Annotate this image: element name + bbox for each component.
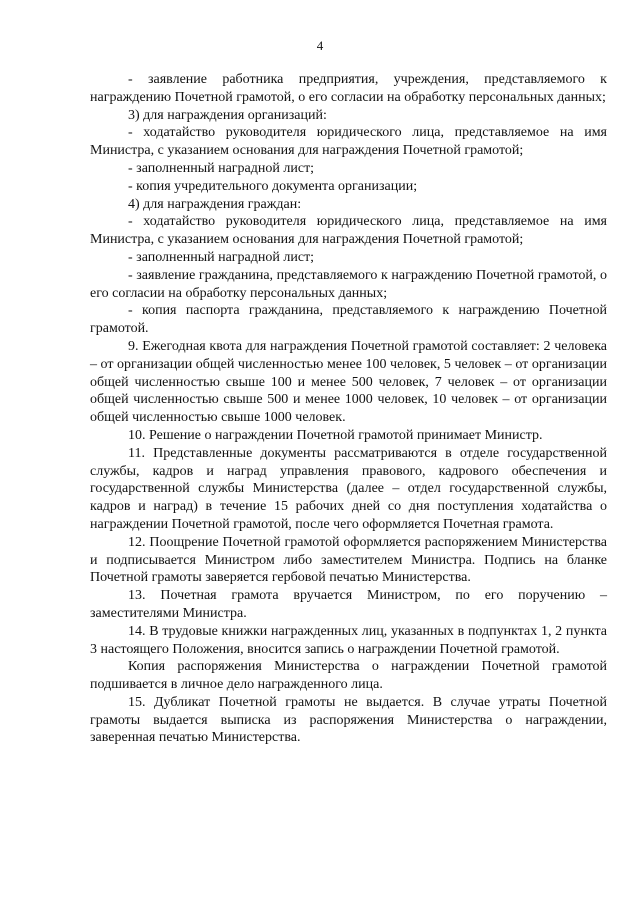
paragraph: - заполненный наградной лист; — [128, 249, 315, 265]
paragraph: Копия распоряжения Министерства о награждении Почетной грамотой подшивается в личное дело награжденного лица. — [90, 659, 607, 693]
paragraph: - заявление работника предприятия, учреждения, представляемого к награждению Почетной грамотой, о его согласии на обработку персональных данных; — [90, 72, 607, 105]
paragraph: 9. Ежегодная квота для награждения Почетной грамотой составляет: 2 человека – от организации общей численностью менее 100 человек, 5 человек – от организации общей численностью свыше 100 и менее 500 человек, 7 человек – от организации общей численностью свыше 500 и менее 1000 человек, 10 человек – от организации общей численностью свыше 1000 человек. — [90, 338, 607, 426]
paragraph: 4) для награждения граждан: — [128, 196, 302, 212]
paragraph: 3) для награждения организаций: — [128, 107, 327, 123]
paragraph: - ходатайство руководителя юридического лица, представляемое на имя Министра, с указанием основания для награждения Почетной грамотой; — [90, 125, 607, 159]
page-number: 4 — [316, 38, 324, 53]
paragraph: - ходатайство руководителя юридического лица, представляемое на имя Министра, с указанием основания для награждения Почетной грамотой; — [90, 214, 607, 248]
paragraph: 11. Представленные документы рассматриваются в отделе государственной службы, кадров и наград управления правового, кадрового обеспечения и государственной службы Министерства (далее – отдел государственной службы, кадров и наград) в течение 15 рабочих дней со дня поступления ходатайства о награждении Почетной грамотой, после чего оформляется Почетная грамота. — [90, 445, 607, 532]
paragraph: - копия паспорта гражданина, представляемого к награждению Почетной грамотой. — [90, 303, 607, 337]
paragraph: 12. Поощрение Почетной грамотой оформляется распоряжением Министерства и подписывается Министром либо заместителем Министра. Подпись на бланке Почетной грамоты заверяется гербовой печатью Министерства. — [90, 534, 607, 586]
paragraph: - заявление гражданина, представляемого к награждению Почетной грамотой, о его согласии на обработку персональных данных; — [90, 267, 607, 301]
paragraph: 10. Решение о награждении Почетной грамотой принимает Министр. — [128, 427, 543, 443]
paragraph: 15. Дубликат Почетной грамоты не выдается. В случае утраты Почетной грамоты выдается выписка из распоряжения Министерства о награждении, заверенная печатью Министерства. — [90, 694, 607, 746]
document-body — [90, 71, 607, 747]
paragraph: 13. Почетная грамота вручается Министром, по его поручению – заместителями Министра. — [90, 588, 607, 621]
paragraph: - копия учредительного документа организации; — [128, 178, 418, 194]
paragraph: - заполненный наградной лист; — [128, 160, 315, 176]
paragraph: 14. В трудовые книжки награжденных лиц, указанных в подпунктах 1, 2 пункта 3 настоящего Положения, вносится запись о награждении Почетной грамотой. — [90, 623, 607, 657]
